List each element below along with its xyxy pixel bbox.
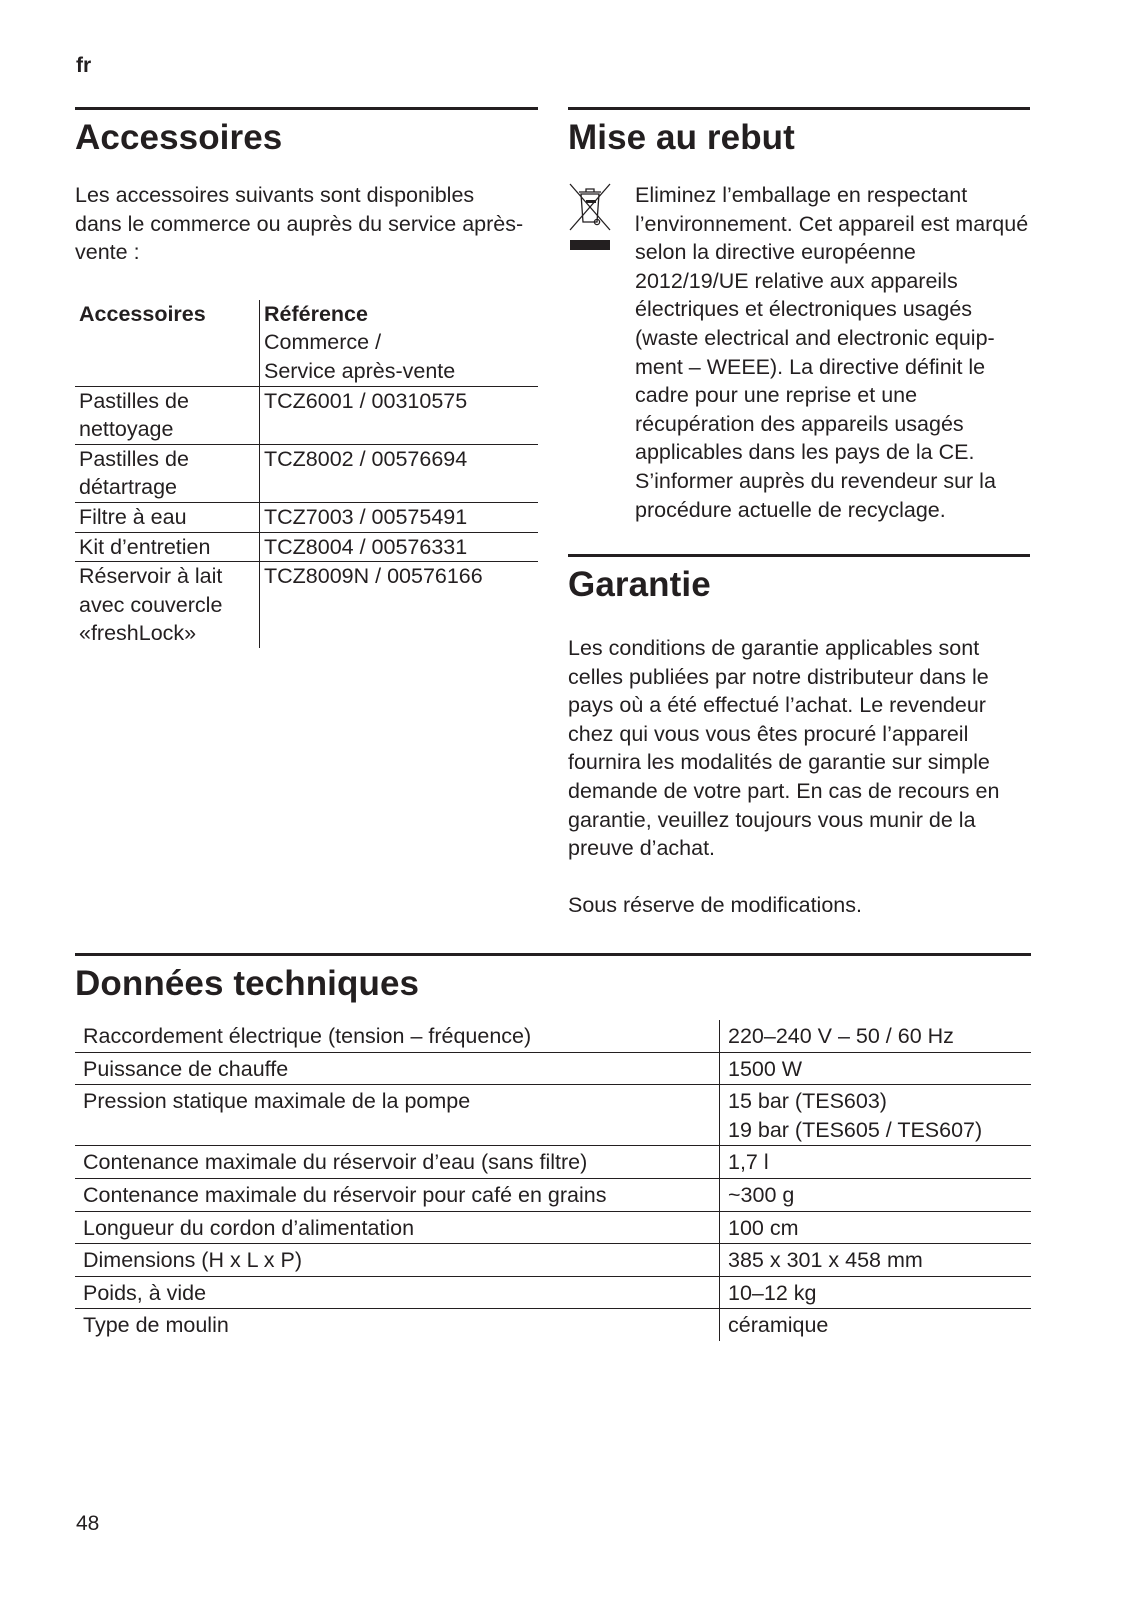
section-divider (568, 107, 1030, 110)
spec-value: 10–12 kg (720, 1276, 1032, 1309)
section-divider (75, 107, 538, 110)
spec-label: Poids, à vide (75, 1276, 720, 1309)
spec-label: Contenance maximale du réservoir d’eau (sans filtre) (75, 1146, 720, 1179)
accessories-intro: Les accessoires suivants sont disponibles dans le commerce ou auprès du service après-vente : (75, 183, 524, 265)
table-row (75, 1309, 1031, 1341)
table-header-accessories: Accessoires (79, 301, 206, 326)
accessories-table (75, 300, 538, 648)
warranty-note: Sous réserve de modifications. (568, 893, 862, 918)
accessory-name: Filtre à eau (75, 502, 260, 532)
spec-label: Raccordement électrique (tension – fréquence) (83, 1024, 532, 1048)
table-row (75, 532, 538, 562)
table-row (75, 1052, 1031, 1085)
accessory-name: Pastilles de nettoyage (75, 386, 260, 444)
page-number: 48 (76, 1512, 100, 1535)
section-divider (568, 554, 1030, 557)
spec-value: 1,7 l (720, 1146, 1032, 1179)
warranty-title: Garantie (568, 565, 711, 604)
reference-header-line2: Service après-vente (264, 358, 456, 383)
accessory-reference: TCZ8002 / 00576694 (260, 444, 539, 502)
disposal-text: Eliminez l’emballage en respectant l’environnement. Cet appareil est marqué selon la directive européenne 2012/19/UE relative aux appareils électriques et électroniques usagés (waste electrical and electronic equip-ment – WEEE). La directive définit le cadre pour une reprise et une récupération des appareils usagés applicables dans les pays de la CE. S’informer auprès du revendeur sur la procédure actuelle de recyclage. (635, 183, 1029, 522)
weee-crossed-bin-icon (568, 182, 612, 254)
spec-value-line1: 15 bar (TES603) (728, 1089, 887, 1114)
spec-value (720, 1085, 1032, 1146)
table-row (75, 1085, 1031, 1146)
spec-label: Pression statique maximale de la pompe (75, 1085, 720, 1146)
spec-value: 100 cm (720, 1211, 1032, 1244)
spec-label: Dimensions (H x L x P) (75, 1244, 720, 1277)
accessories-title: Accessoires (75, 118, 283, 157)
accessory-reference: TCZ6001 / 00310575 (260, 386, 539, 444)
warranty-text: Les conditions de garantie applicables sont celles publiées par notre distributeur dans le pays où a été effectué l’achat. Le revendeur chez qui vous vous êtes procuré l’appareil fournira les modalités de garantie sur simple demande de votre part. En cas de recours en garantie, veuillez toujours vous munir de la preuve d’achat. (568, 636, 1000, 861)
accessory-name: Kit d’entretien (75, 532, 260, 562)
technical-section (75, 953, 1031, 1341)
accessory-reference: TCZ7003 / 00575491 (260, 502, 539, 532)
disposal-section (568, 107, 1030, 524)
spec-value: 1500 W (720, 1052, 1032, 1085)
table-row (75, 1020, 1031, 1052)
table-row (75, 1211, 1031, 1244)
table-row (75, 1244, 1031, 1277)
spec-label: Puissance de chauffe (75, 1052, 720, 1085)
spec-label: Longueur du cordon d’alimentation (75, 1211, 720, 1244)
table-row (75, 1146, 1031, 1179)
accessory-reference: TCZ8009N / 00576166 (260, 562, 539, 648)
language-label: fr (76, 54, 92, 77)
disposal-title: Mise au rebut (568, 118, 795, 157)
accessory-name: Pastilles de détartrage (75, 444, 260, 502)
accessory-name: Réservoir à lait avec couvercle «freshLock» (75, 562, 260, 648)
table-header-reference (260, 300, 539, 386)
spec-value: 385 x 301 x 458 mm (720, 1244, 1032, 1277)
table-row (75, 502, 538, 532)
warranty-section (568, 554, 1030, 920)
table-row (75, 1276, 1031, 1309)
section-divider (75, 953, 1031, 956)
reference-header-line1: Commerce / (264, 330, 382, 355)
spec-label: Type de moulin (75, 1309, 720, 1341)
table-row (75, 562, 538, 648)
table-row (75, 444, 538, 502)
accessories-section (75, 107, 538, 648)
accessory-reference: TCZ8004 / 00576331 (260, 532, 539, 562)
spec-value: céramique (720, 1309, 1032, 1341)
spec-label: Contenance maximale du réservoir pour café en grains (75, 1178, 720, 1211)
spec-value-line2: 19 bar (TES605 / TES607) (728, 1117, 983, 1142)
table-row (75, 1178, 1031, 1211)
reference-header-bold: Référence (264, 301, 368, 326)
technical-title: Données techniques (75, 964, 420, 1003)
table-row (75, 386, 538, 444)
spec-value: 220–240 V – 50 / 60 Hz (720, 1020, 1032, 1052)
technical-table (75, 1020, 1031, 1341)
spec-value: ~300 g (720, 1178, 1032, 1211)
